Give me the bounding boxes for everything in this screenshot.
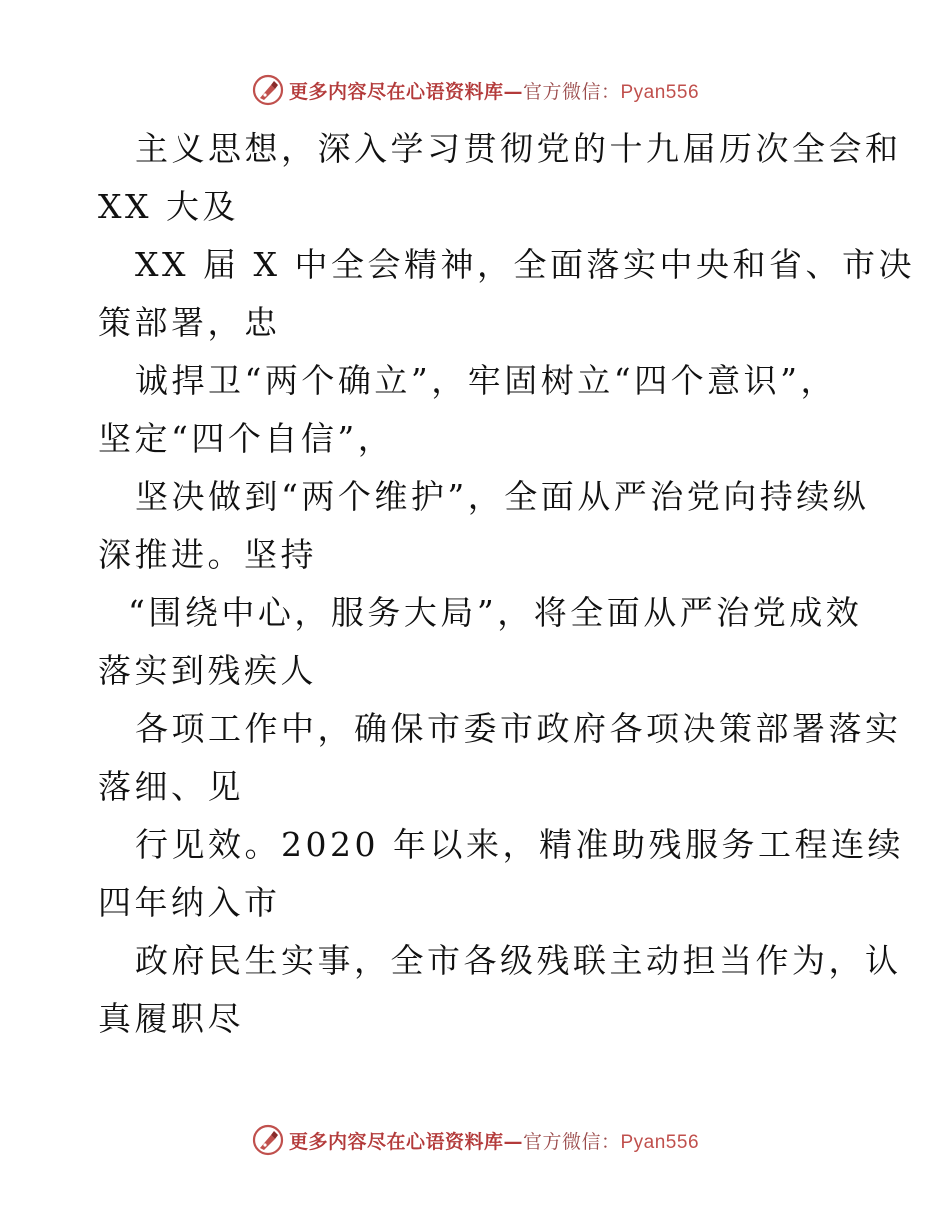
body-line: 诚捍卫“两个确立”，牢固树立“四个意识”，: [135, 361, 837, 400]
banner-separator: —: [503, 80, 523, 103]
body-line: “围绕中心，服务大局”，将全面从严治党成效: [128, 593, 863, 632]
body-line: XX 届 X 中全会精神，全面落实中央和省、市决: [135, 245, 915, 284]
body-line: 主义思想，深入学习贯彻党的十九届历次全会和: [135, 129, 902, 168]
body-line: 四年纳入市: [98, 883, 281, 922]
banner-text: [289, 1127, 699, 1154]
body-line: 真履职尽: [98, 999, 244, 1038]
banner-separator: —: [503, 1130, 523, 1153]
body-line: 行见效。2020 年以来，精准助残服务工程连续: [135, 825, 904, 864]
body-line: 策部署，忠: [98, 303, 281, 342]
banner-wechat-label: 官方微信：: [522, 1130, 621, 1153]
body-line: 各项工作中，确保市委市政府各项决策部署落实: [135, 709, 902, 748]
banner-wechat-id: Pyan556: [620, 1131, 700, 1153]
body-line: 坚决做到“两个维护”，全面从严治党向持续纵: [135, 477, 870, 516]
body-line: 政府民生实事，全市各级残联主动担当作为，认: [135, 941, 902, 980]
pen-nib-logo-icon: [251, 1123, 285, 1157]
header-banner: [0, 70, 950, 110]
body-line: 深推进。坚持: [98, 535, 317, 574]
body-line: 坚定“四个自信”，: [98, 419, 395, 458]
footer-banner: [0, 1120, 950, 1160]
document-body: [98, 120, 915, 1048]
pen-nib-logo-icon: [251, 73, 285, 107]
body-line: 落细、见: [98, 767, 244, 806]
banner-wechat-id: Pyan556: [620, 81, 700, 103]
body-line: XX 大及: [98, 187, 239, 226]
banner-title: 更多内容尽在心语资料库: [288, 1130, 504, 1153]
body-line: 落实到残疾人: [98, 651, 317, 690]
banner-title: 更多内容尽在心语资料库: [288, 80, 504, 103]
banner-wechat-label: 官方微信：: [522, 80, 621, 103]
banner-text: [289, 77, 699, 104]
